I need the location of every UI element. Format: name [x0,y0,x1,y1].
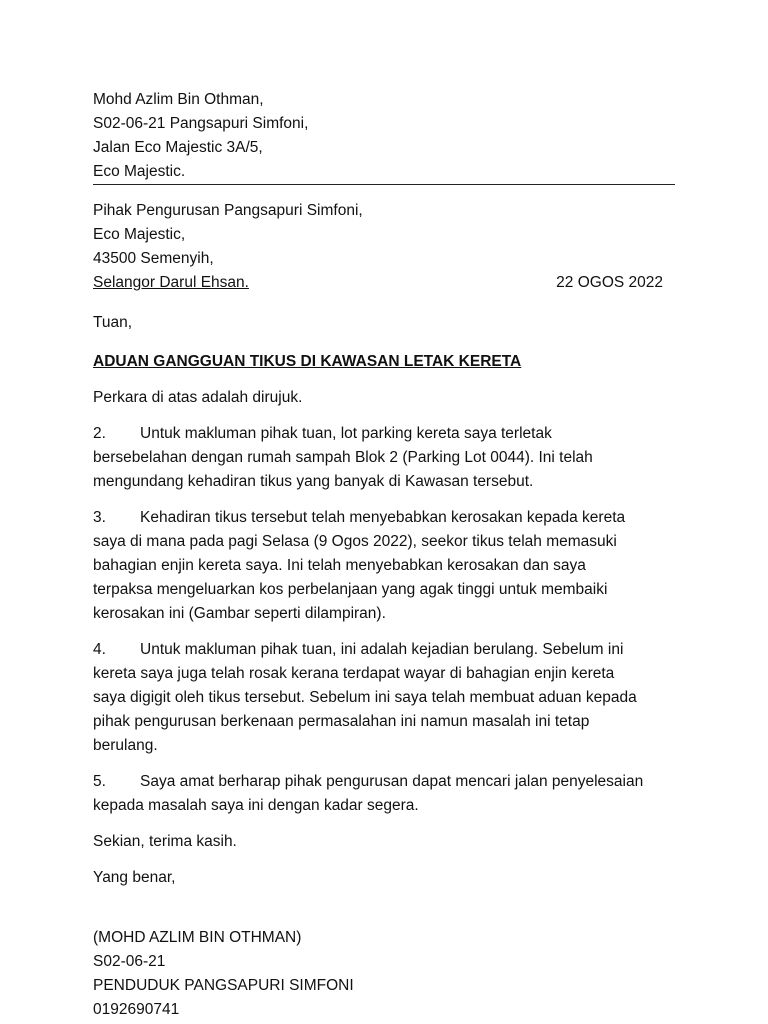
paragraph-2 [93,422,675,494]
salutation: Tuan, [93,314,133,331]
paragraph-line: Saya amat berharap pihak pengurusan dapat mencari jalan penyelesaian [140,773,644,790]
paragraph-5 [93,770,675,818]
closing-remark: Sekian, terima kasih. [93,833,237,850]
signatory-role: PENDUDUK PANGSAPURI SIMFONI [93,977,354,994]
paragraph-3 [93,506,675,626]
sender-street: Jalan Eco Majestic 3A/5, [93,139,263,156]
paragraph-number: 3. [93,509,106,526]
paragraph-line: kereta saya juga telah rosak kerana terdapat wayar di bahagian enjin kereta [93,665,615,682]
recipient-line-1: Pihak Pengurusan Pangsapuri Simfoni, [93,202,363,219]
paragraph-number: 2. [93,425,106,442]
signatory-phone: 0192690741 [93,1001,180,1018]
sender-unit: S02-06-21 Pangsapuri Simfoni, [93,115,309,132]
letter-date: 22 OGOS 2022 [556,274,663,291]
header-divider [93,184,675,185]
sender-address [93,88,675,184]
signatory-name: (MOHD AZLIM BIN OTHMAN) [93,929,302,946]
paragraph-number: 4. [93,641,106,658]
paragraph-line: mengundang kehadiran tikus yang banyak di Kawasan tersebut. [93,473,534,490]
recipient-address [93,199,675,295]
valediction: Yang benar, [93,869,176,886]
paragraph-line: bahagian enjin kereta saya. Ini telah menyebabkan kerosakan dan saya [93,557,586,574]
paragraph-line: pihak pengurusan berkenaan permasalahan ini namun masalah ini tetap [93,713,590,730]
paragraph-line: kepada masalah saya ini dengan kadar segera. [93,797,419,814]
paragraph-line: Untuk makluman pihak tuan, ini adalah kejadian berulang. Sebelum ini [140,641,624,658]
paragraph-line: Untuk makluman pihak tuan, lot parking kereta saya terletak [140,425,552,442]
sender-area: Eco Majestic. [93,163,186,180]
paragraph-line: terpaksa mengeluarkan kos perbelanjaan yang agak tinggi untuk membaiki [93,581,608,598]
paragraph-line: berulang. [93,737,158,754]
paragraph-line: bersebelahan dengan rumah sampah Blok 2 (Parking Lot 0044). Ini telah [93,449,593,466]
recipient-line-3: 43500 Semenyih, [93,250,214,267]
signatory-unit: S02-06-21 [93,953,166,970]
recipient-line-2: Eco Majestic, [93,226,186,243]
letter [93,88,675,1022]
paragraph-4 [93,638,675,758]
recipient-line-4: Selangor Darul Ehsan. [93,274,249,291]
intro-paragraph: Perkara di atas adalah dirujuk. [93,389,303,406]
paragraph-line: saya digigit oleh tikus tersebut. Sebelum ini saya telah membuat aduan kepada [93,689,637,706]
paragraph-line: Kehadiran tikus tersebut telah menyebabkan kerosakan kepada kereta [140,509,626,526]
paragraph-line: saya di mana pada pagi Selasa (9 Ogos 2022), seekor tikus telah memasuki [93,533,617,550]
paragraph-number: 5. [93,773,106,790]
letter-subject: ADUAN GANGGUAN TIKUS DI KAWASAN LETAK KERETA [93,353,522,370]
paragraph-line: kerosakan ini (Gambar seperti dilampiran). [93,605,386,622]
sender-name: Mohd Azlim Bin Othman, [93,91,264,108]
signature-block [93,926,675,1022]
